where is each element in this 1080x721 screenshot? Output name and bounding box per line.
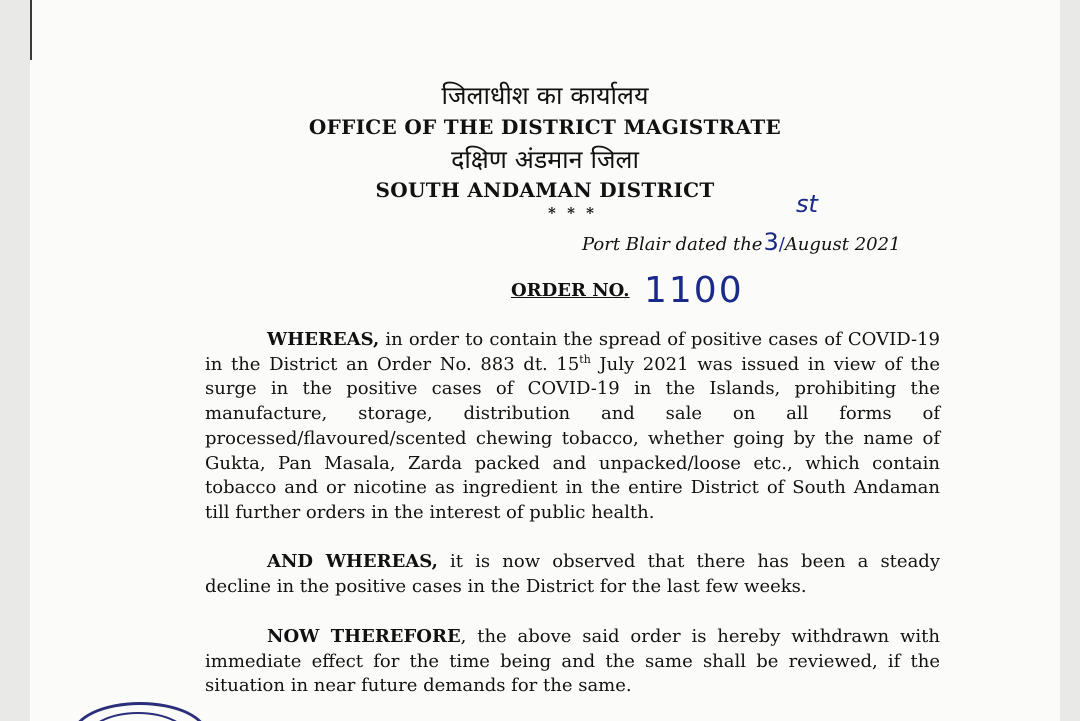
date-slash: /	[778, 234, 785, 255]
paragraph-text: , the above said order is hereby withdrawn with immediate effect for the time being and the same shall be reviewed, if the situation in near future demands for the same.	[205, 626, 940, 697]
date-day-handwritten: 3	[763, 228, 779, 256]
margin-rule	[30, 0, 32, 60]
hindi-district-title: दक्षिण अंडमान जिला	[451, 145, 639, 174]
dateline	[582, 228, 901, 256]
paragraph-whereas	[205, 328, 940, 526]
order-label: ORDER NO.	[511, 280, 630, 301]
order-number-handwritten: 1100	[644, 270, 744, 311]
paragraph-lead: WHEREAS,	[267, 329, 380, 350]
paragraph-now-therefore	[205, 625, 940, 699]
dateline-month-year: August 2021	[784, 234, 901, 255]
paragraph-text: it is now observed that there has been a steady decline in the positive cases in the District for the last few weeks.	[205, 551, 940, 597]
paragraph-text: in order to contain the spread of positive cases of COVID-19 in the District an Order No. 883 dt. 15	[205, 329, 940, 375]
paragraph-text: July 2021 was issued in view of the surge in the positive cases of COVID-19 in the Islands, prohibiting the manufacture, storage, distribution and sale on all forms of processed/flavoured/scented chewing tobacco, whether going by the name of Gukta, Pan Masala, Zarda packed and unpacked/loose etc., which contain tobacco and or nicotine as ingredient in the entire District of South Andaman till further orders in the interest of public health.	[205, 353, 940, 523]
ordinal-superscript: th	[579, 352, 591, 366]
office-title: OFFICE OF THE DISTRICT MAGISTRATE	[308, 115, 782, 139]
hindi-office-title: जिलाधीश का कार्यालय	[441, 81, 649, 110]
paragraph-lead: NOW THEREFORE	[267, 626, 461, 647]
dateline-prefix: Port Blair dated the	[582, 234, 763, 255]
date-ordinal-suffix: st	[796, 190, 818, 218]
paragraph-lead: AND WHEREAS,	[267, 551, 438, 572]
district-title: SOUTH ANDAMAN DISTRICT	[375, 178, 715, 202]
document-page	[30, 0, 1060, 721]
page-edge-shadow	[1060, 0, 1080, 721]
separator-stars: * * *	[548, 204, 597, 222]
paragraph-and-whereas	[205, 550, 940, 599]
